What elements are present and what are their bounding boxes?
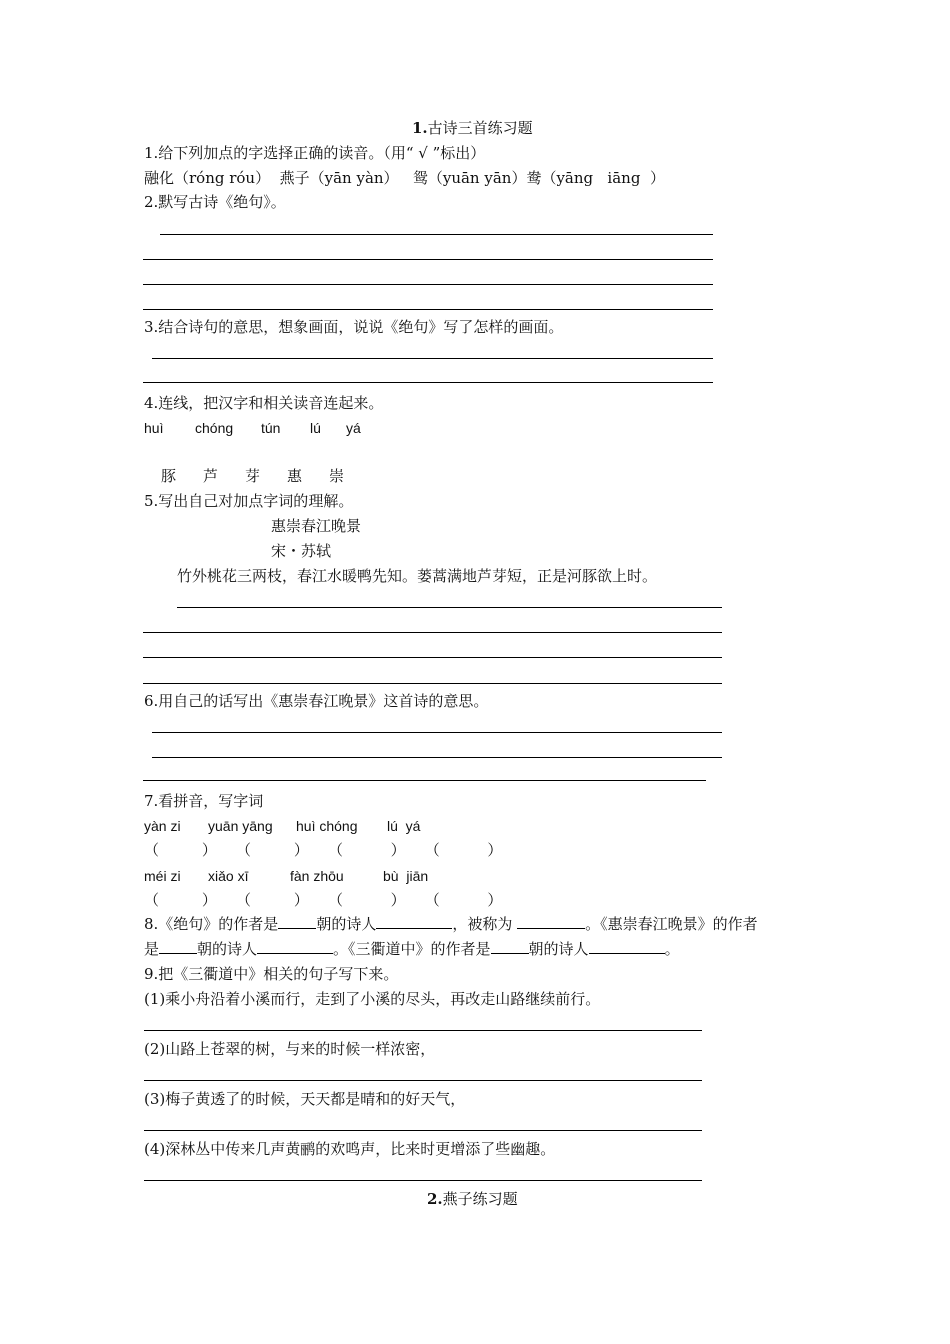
answer-line[interactable] <box>160 234 713 235</box>
q7-paren-row-2: （ ） （ ） （ ） （ ） <box>144 891 503 909</box>
q9-prompt: 9.把《三衢道中》相关的句子写下来。 <box>144 965 399 983</box>
poem-author: 宋・苏轼 <box>271 542 332 560</box>
q5-prompt: 5.写出自己对加点字词的理解。 <box>144 492 354 510</box>
q1-options: 融化（róng róu） 燕子（yān yàn） 鸳（yuān yān）鸯（yāng iāng ） <box>144 169 665 187</box>
q6-prompt: 6.用自己的话写出《惠崇春江晚景》这首诗的意思。 <box>144 692 489 710</box>
q7-pinyin-7: bù jiān <box>383 868 429 884</box>
q8-line-2: 是 朝的诗人 。《三衢道中》的作者是 朝的诗人 。 <box>144 940 680 958</box>
answer-line[interactable] <box>144 1080 702 1081</box>
answer-line[interactable] <box>152 732 722 733</box>
answer-line[interactable] <box>143 382 713 383</box>
fill-blank[interactable] <box>491 939 529 954</box>
fill-blank[interactable] <box>589 939 665 954</box>
q4-prompt: 4.连线，把汉字和相关读音连起来。 <box>144 394 384 412</box>
q7-pinyin-6: fàn zhōu <box>290 868 344 884</box>
q7-pinyin-2: huì chóng <box>296 818 358 834</box>
q4-pinyin-2: tún <box>261 420 281 436</box>
answer-line[interactable] <box>143 780 706 781</box>
answer-line[interactable] <box>152 757 722 758</box>
q4-char-2: 芽 <box>245 467 261 485</box>
q9-item-4: (4)深林丛中传来几声黄鹂的欢鸣声，比来时更增添了些幽趣。 <box>144 1140 556 1158</box>
answer-line[interactable] <box>143 683 722 684</box>
answer-line[interactable] <box>143 657 722 658</box>
q4-pinyin-0: huì <box>144 420 164 436</box>
q4-pinyin-3: lú <box>310 420 321 436</box>
fill-blank[interactable] <box>517 914 585 929</box>
q7-pinyin-0: yàn zi <box>144 818 181 834</box>
answer-line[interactable] <box>144 1030 702 1031</box>
q9-item-2: (2)山路上苍翠的树，与来的时候一样浓密， <box>144 1040 436 1058</box>
fill-blank[interactable] <box>257 939 333 954</box>
fill-blank[interactable] <box>376 914 452 929</box>
q4-char-4: 崇 <box>329 467 345 485</box>
fill-blank[interactable] <box>278 914 316 929</box>
answer-line[interactable] <box>152 358 713 359</box>
q7-pinyin-1: yuān yāng <box>208 818 273 834</box>
answer-line[interactable] <box>143 309 713 310</box>
q9-item-3: (3)梅子黄透了的时候，天天都是晴和的好天气， <box>144 1090 466 1108</box>
q2-prompt: 2.默写古诗《绝句》。 <box>144 193 286 211</box>
answer-line[interactable] <box>143 632 722 633</box>
title-text: 古诗三首练习题 <box>427 119 533 137</box>
q7-paren-row-1: （ ） （ ） （ ） （ ） <box>144 841 503 859</box>
answer-line[interactable] <box>177 607 722 608</box>
q7-pinyin-3: lú yá <box>387 818 421 834</box>
fill-blank[interactable] <box>159 939 197 954</box>
q8-line-1: 8.《绝句》的作者是 朝的诗人 ，被称为 。《惠崇春江晚景》的作者 <box>144 915 758 933</box>
q9-item-1: (1)乘小舟沿着小溪而行，走到了小溪的尽头，再改走山路继续前行。 <box>144 990 601 1008</box>
answer-line[interactable] <box>143 259 713 260</box>
q4-char-0: 豚 <box>161 467 177 485</box>
q4-char-1: 芦 <box>203 467 219 485</box>
q3-prompt: 3.结合诗句的意思，想象画面，说说《绝句》写了怎样的画面。 <box>144 318 564 336</box>
q4-char-3: 惠 <box>287 467 303 485</box>
q7-pinyin-4: méi zi <box>144 868 181 884</box>
q1-prompt: 1.给下列加点的字选择正确的读音。（用“ √ ”标出） <box>144 144 486 162</box>
answer-line[interactable] <box>143 284 713 285</box>
q4-pinyin-1: chóng <box>195 420 234 436</box>
q4-pinyin-4: yá <box>346 420 361 436</box>
q7-pinyin-5: xiǎo xī <box>208 868 249 884</box>
answer-line[interactable] <box>144 1180 702 1181</box>
worksheet-title <box>412 118 533 138</box>
q7-prompt: 7.看拼音，写字词 <box>144 792 264 810</box>
poem-text: 竹外桃花三两枝，春江水暖鸭先知。蒌蒿满地芦芽短，正是河豚欲上时。 <box>177 567 658 585</box>
poem-title: 惠崇春江晚景 <box>271 517 362 535</box>
title-number: 1. <box>412 119 428 137</box>
next-section-title: 2.燕子练习题 <box>427 1190 518 1208</box>
answer-line[interactable] <box>144 1130 702 1131</box>
